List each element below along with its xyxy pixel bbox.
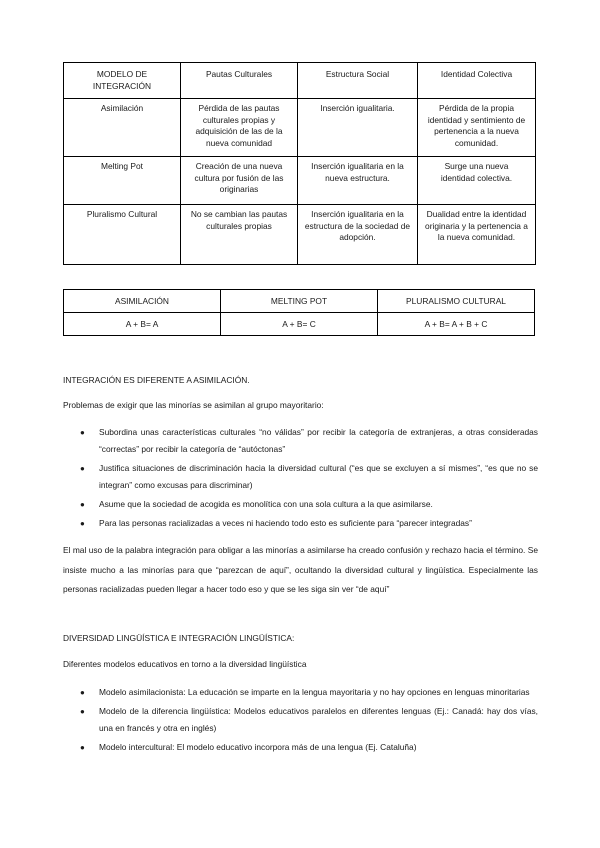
row-label: Pluralismo Cultural bbox=[64, 205, 181, 265]
table-cell: Inserción igualitaria en la estructura de la sociedad de adopción. bbox=[298, 205, 418, 265]
table-cell: A + B= C bbox=[221, 313, 378, 336]
list-item: ● Modelo intercultural: El modelo educativo incorpora más de una lengua (Ej. Cataluña) bbox=[80, 739, 538, 756]
table-cell: Dualidad entre la identidad originaria y la pertenencia a la nueva comunidad. bbox=[418, 205, 536, 265]
list-item: ● Asume que la sociedad de acogida es monolítica con una sola cultura a la que asimilarse. bbox=[80, 496, 538, 513]
bullet-icon: ● bbox=[80, 500, 85, 509]
table-cell: A + B= A bbox=[64, 313, 221, 336]
table-row bbox=[64, 313, 535, 336]
bullet-icon: ● bbox=[80, 743, 85, 752]
table-cell: Inserción igualitaria en la nueva estructura. bbox=[298, 157, 418, 205]
bullet-icon: ● bbox=[80, 707, 85, 716]
table-cell: Pérdida de las pautas culturales propias y adquisición de las de la nueva comunidad bbox=[181, 99, 298, 157]
bullet-list bbox=[80, 424, 538, 534]
integration-models-table bbox=[63, 62, 536, 265]
section-intro: Diferentes modelos educativos en torno a la diversidad lingüística bbox=[63, 659, 307, 669]
section-intro: Problemas de exigir que las minorías se asimilan al grupo mayoritario: bbox=[63, 400, 324, 410]
table-row bbox=[64, 99, 536, 157]
table-row bbox=[64, 205, 536, 265]
bullet-icon: ● bbox=[80, 688, 85, 697]
list-item: ● Justifica situaciones de discriminación hacia la diversidad cultural (“es que se excluyen a sí mismes”, “es que no se integran” como excusas para discriminar) bbox=[80, 460, 538, 494]
bullet-icon: ● bbox=[80, 428, 85, 437]
section-heading: DIVERSIDAD LINGÜÍSTICA E INTEGRACIÓN LINGÜÍSTICA: bbox=[63, 633, 295, 643]
header-cell: Identidad Colectiva bbox=[418, 63, 536, 99]
table-cell: Inserción igualitaria. bbox=[298, 99, 418, 157]
table-row bbox=[64, 157, 536, 205]
list-item: ● Para las personas racializadas a veces ni haciendo todo esto es suficiente para “parecer integradas” bbox=[80, 515, 538, 532]
section-heading: INTEGRACIÓN ES DIFERENTE A ASIMILACIÓN. bbox=[63, 375, 250, 385]
header-cell: PLURALISMO CULTURAL bbox=[378, 290, 535, 313]
header-cell: ASIMILACIÓN bbox=[64, 290, 221, 313]
table-cell: Pérdida de la propia identidad y sentimiento de pertenencia a la nueva comunidad. bbox=[418, 99, 536, 157]
bullet-icon: ● bbox=[80, 464, 85, 473]
section-paragraph: El mal uso de la palabra integración para obligar a las minorías a asimilarse ha creado confusión y rechazo hacia el término. Se insiste mucho a las minorías para que “parezcan de aquí”, ocultando la diversidad cultural y lingüística. Especialmente las personas racializadas pueden llegar a hacer todo eso y que se les siga sin ver “de aquí” bbox=[63, 545, 538, 594]
formula-table bbox=[63, 289, 535, 336]
table-cell: Creación de una nueva cultura por fusión de las originarias bbox=[181, 157, 298, 205]
table-cell: No se cambian las pautas culturales propias bbox=[181, 205, 298, 265]
header-cell: Pautas Culturales bbox=[181, 63, 298, 99]
table-header-row bbox=[64, 63, 536, 99]
header-cell: Estructura Social bbox=[298, 63, 418, 99]
row-label: Asimilación bbox=[64, 99, 181, 157]
header-cell: MODELO DE INTEGRACIÓN bbox=[64, 63, 181, 99]
bullet-icon: ● bbox=[80, 519, 85, 528]
list-item: ● Modelo de la diferencia lingüística: Modelos educativos paralelos en diferentes lenguas (Ej.: Canadá: hay dos vías, una en francés y otra en inglés) bbox=[80, 703, 538, 737]
list-item: ● Subordina unas características culturales “no válidas” por recibir la categoría de extranjeras, a otras consideradas “correctas” por recibir la categoría de “autóctonas” bbox=[80, 424, 538, 458]
table-header-row bbox=[64, 290, 535, 313]
list-item: ● Modelo asimilacionista: La educación se imparte en la lengua mayoritaria y no hay opciones en lenguas minoritarias bbox=[80, 684, 538, 701]
bullet-list bbox=[80, 684, 538, 758]
table-cell: Surge una nueva identidad colectiva. bbox=[418, 157, 536, 205]
table-cell: A + B= A + B + C bbox=[378, 313, 535, 336]
row-label: Melting Pot bbox=[64, 157, 181, 205]
header-cell: MELTING POT bbox=[221, 290, 378, 313]
